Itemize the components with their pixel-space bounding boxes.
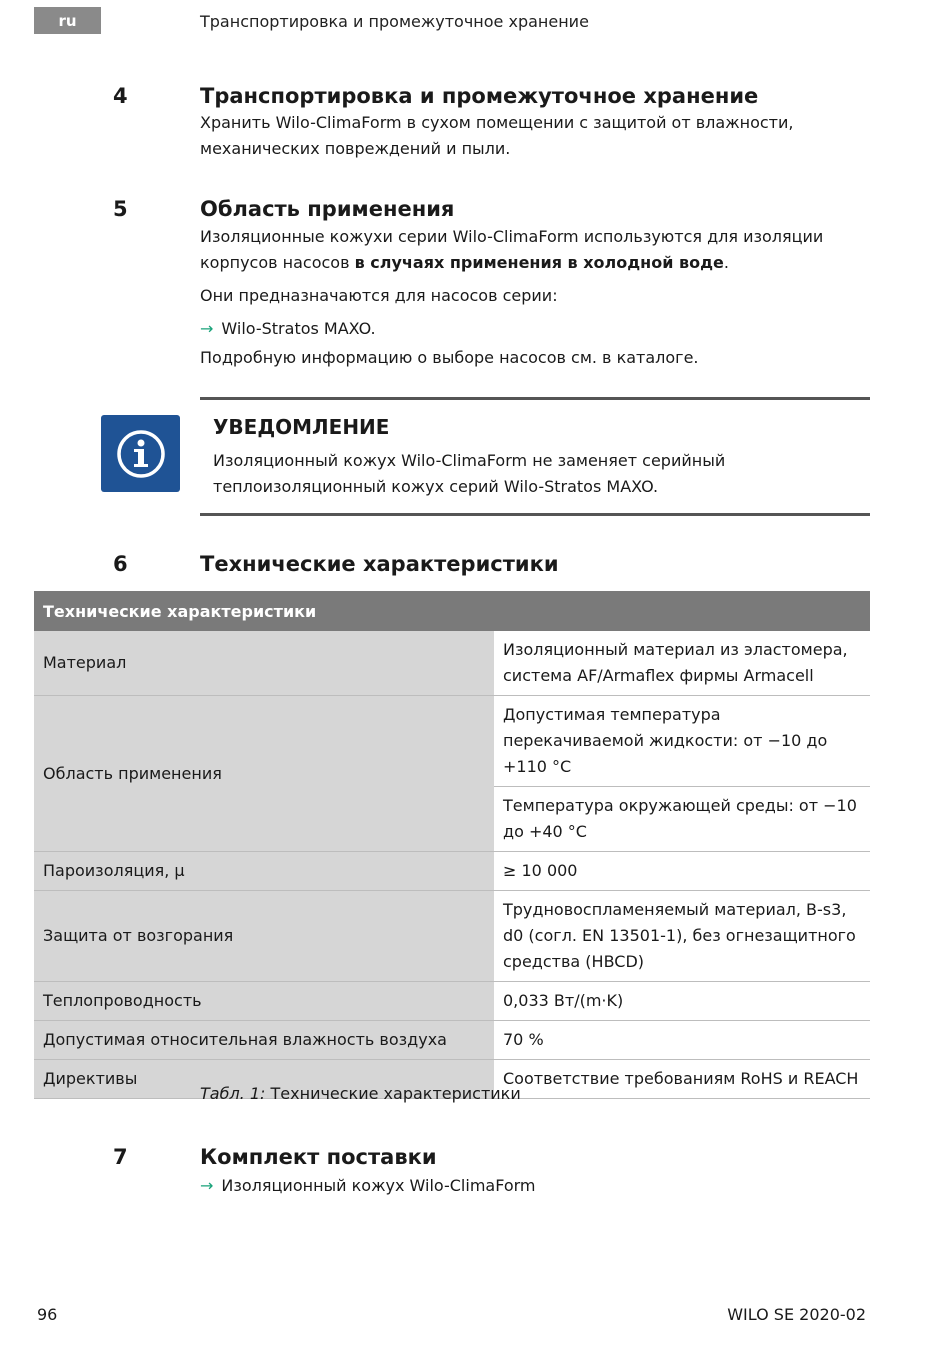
table-row [34, 982, 870, 1021]
specs-table [34, 591, 870, 1099]
notice-bottom-rule [200, 513, 870, 516]
arrow-right-icon: → [200, 319, 214, 338]
section-title: Область применения [200, 197, 455, 221]
list-item-label: Изоляционный кожух Wilo-ClimaForm [221, 1176, 536, 1195]
notice-title: УВЕДОМЛЕНИЕ [213, 415, 390, 439]
row-label: Защита от возгорания [34, 891, 494, 982]
notice-text: Изоляционный кожух Wilo-ClimaForm не заменяет серийный теплоизоляционный кожух серий Wilo-Stratos MAXO. [213, 451, 726, 496]
section-title: Комплект поставки [200, 1145, 437, 1169]
row-label: Материал [34, 631, 494, 696]
notice-top-rule [200, 397, 870, 400]
caption-prefix: Табл. 1: [200, 1084, 266, 1103]
table-row [34, 891, 870, 982]
section-text [200, 224, 870, 276]
table-row [34, 631, 870, 696]
running-header: Транспортировка и промежуточное хранение [200, 12, 589, 31]
row-value: 0,033 Вт/(m·K) [494, 982, 870, 1021]
language-tab: ru [34, 7, 101, 34]
list-item [200, 316, 870, 342]
section-title: Транспортировка и промежуточное хранение [200, 84, 759, 108]
row-value: Температура окружающей среды: от −10 до +40 °C [494, 787, 870, 852]
row-label: Теплопроводность [34, 982, 494, 1021]
arrow-right-icon: → [200, 1176, 214, 1195]
section-number: 5 [113, 197, 128, 221]
text-part: Изоляционные кожухи серии Wilo-ClimaForm используются для изоляции корпусов насосов [200, 227, 824, 272]
section-text: Подробную информацию о выборе насосов см. в каталоге. [200, 348, 699, 367]
section-title: Технические характеристики [200, 552, 559, 576]
table-header-row [34, 591, 870, 631]
row-label: Допустимая относительная влажность воздуха [34, 1021, 494, 1060]
row-label: Директивы [34, 1060, 494, 1099]
row-value: Изоляционный материал из эластомера, система AF/Armaflex фирмы Armacell [494, 631, 870, 696]
row-value: Допустимая температура перекачиваемой жидкости: от −10 до +110 °C [494, 696, 870, 787]
row-label: Область применения [34, 696, 494, 852]
row-value: Трудновоспламеняемый материал, B-s3, d0 (согл. EN 13501-1), без огнезащитного средства (HBCD) [494, 891, 870, 982]
text-emphasis: в случаях применения в холодной воде [354, 253, 724, 272]
caption-text: Технические характеристики [270, 1084, 521, 1103]
text-part: . [723, 253, 729, 272]
section-number: 7 [113, 1145, 128, 1169]
info-icon [101, 415, 180, 492]
page-number: 96 [37, 1305, 58, 1324]
table-row [34, 696, 870, 787]
row-label: Пароизоляция, μ [34, 852, 494, 891]
table-row [34, 1021, 870, 1060]
list-item [200, 1173, 870, 1199]
section-number: 6 [113, 552, 128, 576]
row-value: Соответствие требованиям RoHS и REACH [494, 1060, 870, 1099]
section-text: Они предназначаются для насосов серии: [200, 286, 558, 305]
list-item-label: Wilo-Stratos MAXO. [221, 319, 376, 338]
table-row [34, 852, 870, 891]
section-text: Хранить Wilo-ClimaForm в сухом помещении с защитой от влажности, механических повреждений и пыли. [200, 113, 794, 158]
table-header: Технические характеристики [34, 591, 870, 631]
table-caption [200, 1084, 521, 1103]
row-value: ≥ 10 000 [494, 852, 870, 891]
footer-brand: WILO SE 2020-02 [727, 1305, 866, 1324]
row-value: 70 % [494, 1021, 870, 1060]
section-number: 4 [113, 84, 128, 108]
